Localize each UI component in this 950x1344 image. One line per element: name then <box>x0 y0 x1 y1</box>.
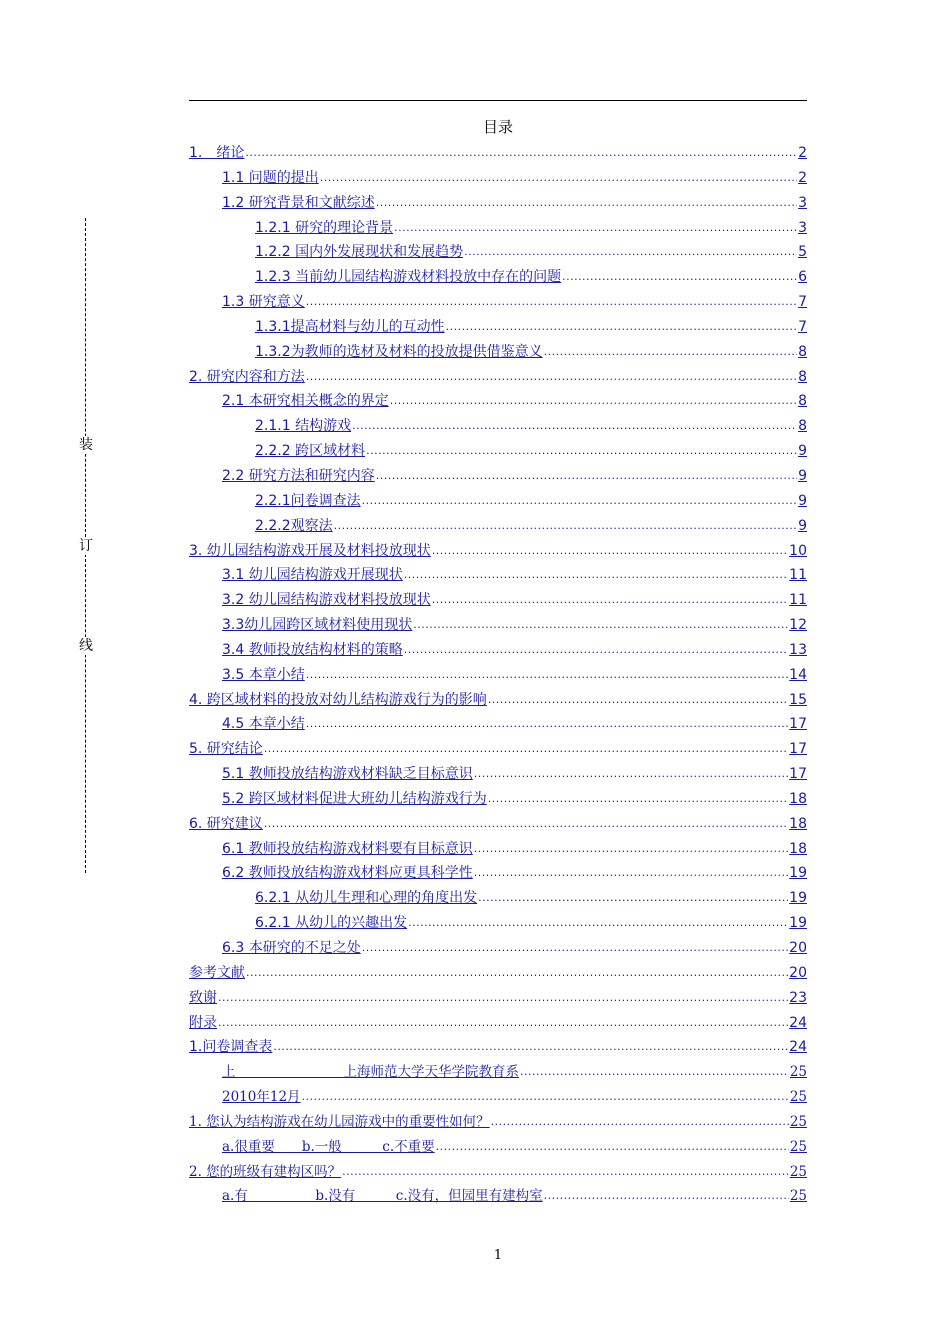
toc-leader-dots <box>520 1060 789 1085</box>
toc-entry-page: 11 <box>789 567 807 584</box>
toc-entry-page: 6 <box>798 269 807 286</box>
toc-entry[interactable] <box>189 812 807 837</box>
toc-leader-dots <box>246 961 788 986</box>
toc-entry-label: 1. 您认为结构游戏在幼儿园游戏中的重要性如何？ <box>189 1113 490 1130</box>
toc-entry[interactable] <box>189 712 807 737</box>
toc-entry[interactable] <box>189 986 807 1011</box>
toc-entry-label: 2.2 研究方法和研究内容 <box>222 467 375 484</box>
toc-leader-dots <box>376 464 797 489</box>
toc-entry[interactable] <box>189 1160 807 1185</box>
toc-entry[interactable] <box>189 1035 807 1060</box>
toc-entry-page: 10 <box>789 542 807 559</box>
toc-leader-dots <box>273 1035 788 1060</box>
toc-entry[interactable] <box>189 216 807 241</box>
toc-leader-dots <box>488 787 788 812</box>
toc-entry[interactable] <box>189 414 807 439</box>
toc-entry[interactable] <box>189 1085 807 1110</box>
page-number: 1 <box>493 1248 503 1263</box>
toc-entry-page: 17 <box>789 716 807 733</box>
toc-entry[interactable] <box>189 1135 807 1160</box>
toc-entry[interactable] <box>189 191 807 216</box>
toc-entry-label: 附录 <box>189 1014 217 1031</box>
toc-leader-dots <box>474 861 788 886</box>
toc-entry[interactable] <box>189 563 807 588</box>
toc-entry-page: 25 <box>789 1188 807 1205</box>
toc-entry-page: 9 <box>798 492 807 509</box>
toc-leader-dots <box>302 1085 789 1110</box>
toc-entry[interactable] <box>189 1011 807 1036</box>
toc-entry-label: 4. 跨区域材料的投放对幼儿结构游戏行为的影响 <box>189 691 487 708</box>
toc-entry-label: 6.3 本研究的不足之处 <box>222 940 361 956</box>
toc-entry-label: 5.2 跨区域材料促进大班幼儿结构游戏行为 <box>222 790 487 807</box>
toc-entry-label: 3.3幼儿园跨区域材料使用现状 <box>222 617 413 634</box>
header-rule <box>189 100 807 101</box>
toc-entry[interactable] <box>189 911 807 936</box>
toc-entry-page: 15 <box>789 691 807 708</box>
toc-entry-label: a.有 b.没有 c.没有，但园里有建构室 <box>222 1188 543 1205</box>
toc-leader-dots <box>245 141 797 166</box>
toc-entry-label: 1.3.1提高材料与幼儿的互动性 <box>255 318 445 335</box>
toc-entry-page: 25 <box>789 1113 807 1130</box>
toc-entry-label: 3.5 本章小结 <box>222 666 305 683</box>
toc-entry-page: 8 <box>798 343 807 360</box>
toc-leader-dots <box>474 762 788 787</box>
toc-entry-label: a.很重要 b.一般 c.不重要 <box>222 1138 435 1155</box>
toc-leader-dots <box>478 886 788 911</box>
toc-entry[interactable] <box>189 861 807 886</box>
toc-entry[interactable] <box>189 340 807 365</box>
toc-entry[interactable] <box>189 688 807 713</box>
toc-entry-label: 2.1.1 结构游戏 <box>255 418 352 435</box>
toc-leader-dots <box>404 638 788 663</box>
toc-entry-label: 4.5 本章小结 <box>222 716 305 733</box>
toc-leader-dots <box>432 588 788 613</box>
toc-entry-page: 8 <box>798 393 807 410</box>
toc-entry-label: 1.1 问题的提出 <box>222 169 319 186</box>
toc-leader-dots <box>474 837 788 862</box>
toc-entry-page: 23 <box>789 989 807 1006</box>
toc-leader-dots <box>390 389 797 414</box>
toc-entry-label: 1.2.1 研究的理论背景 <box>255 219 394 236</box>
toc-entry-page: 3 <box>798 194 807 211</box>
toc-entry[interactable] <box>189 787 807 812</box>
toc-entry-page: 14 <box>789 666 807 683</box>
toc-entry-label: 5. 研究结论 <box>189 741 263 758</box>
toc-entry-page: 25 <box>789 1064 807 1081</box>
toc-entry[interactable] <box>189 539 807 564</box>
toc-entry-label: 上 上海师范大学天华学院教育系 <box>222 1064 519 1081</box>
toc-entry[interactable] <box>189 240 807 265</box>
toc-entry-label: 1.2.2 国内外发展现状和发展趋势 <box>255 244 464 261</box>
toc-entry[interactable] <box>189 762 807 787</box>
toc-entry[interactable] <box>189 663 807 688</box>
toc-entry[interactable] <box>189 514 807 539</box>
toc-entry[interactable] <box>189 1184 807 1209</box>
toc-entry[interactable] <box>189 1060 807 1085</box>
binding-char-zhuang: 装 <box>79 437 93 453</box>
toc-entry[interactable] <box>189 588 807 613</box>
toc-entry[interactable] <box>189 837 807 862</box>
toc-entry-page: 2 <box>798 169 807 186</box>
toc-entry[interactable] <box>189 315 807 340</box>
toc-entry[interactable] <box>189 638 807 663</box>
toc-entry-page: 19 <box>789 865 807 882</box>
toc-entry-label: 3. 幼儿园结构游戏开展及材料投放现状 <box>189 542 431 559</box>
toc-entry-page: 25 <box>789 1163 807 1180</box>
toc-entry-page: 20 <box>789 940 807 956</box>
toc-entry-label: 2.1 本研究相关概念的界定 <box>222 393 389 410</box>
toc-entry-label: 2. 您的班级有建构区吗？ <box>189 1163 342 1180</box>
binding-char-xian: 线 <box>79 638 93 654</box>
toc-entry[interactable] <box>189 290 807 315</box>
toc-entry[interactable] <box>189 489 807 514</box>
toc-leader-dots <box>218 1011 788 1036</box>
toc-entry-page: 3 <box>798 219 807 236</box>
toc-leader-dots <box>320 166 797 191</box>
page-title: 目录 <box>482 118 513 136</box>
toc-entry-page: 18 <box>789 790 807 807</box>
toc-entry-label: 2.2.2 跨区域材料 <box>255 443 366 460</box>
toc-leader-dots <box>218 986 788 1011</box>
toc-entry[interactable] <box>189 464 807 489</box>
toc-entry-label: 6. 研究建议 <box>189 815 263 832</box>
toc-entry[interactable] <box>189 439 807 464</box>
toc-entry-page: 17 <box>789 741 807 758</box>
toc-leader-dots <box>264 737 788 762</box>
toc-entry-page: 9 <box>798 467 807 484</box>
toc-entry-label: 1.3.2为教师的选材及材料的投放提供借鉴意义 <box>255 343 543 360</box>
toc-entry-page: 19 <box>789 915 807 932</box>
toc-entry-page: 5 <box>798 244 807 261</box>
toc-entry-page: 24 <box>789 1039 807 1056</box>
toc-leader-dots <box>404 563 788 588</box>
toc-entry[interactable] <box>189 389 807 414</box>
toc-leader-dots <box>376 191 797 216</box>
toc-leader-dots <box>562 265 797 290</box>
toc-entry-page: 9 <box>798 443 807 460</box>
toc-leader-dots <box>544 1184 789 1209</box>
toc-leader-dots <box>306 290 797 315</box>
toc-entry-page: 7 <box>798 318 807 335</box>
toc-entry-page: 13 <box>789 641 807 658</box>
toc-leader-dots <box>464 240 797 265</box>
toc-entry-label: 5.1 教师投放结构游戏材料缺乏目标意识 <box>222 766 473 783</box>
toc-entry-label: 参考文献 <box>189 964 245 981</box>
toc-entry[interactable] <box>189 1110 807 1135</box>
toc-leader-dots <box>342 1160 789 1185</box>
toc-entry-page: 8 <box>798 368 807 385</box>
toc-entry[interactable] <box>189 613 807 638</box>
toc-entry[interactable] <box>189 141 807 166</box>
toc-entry-page: 25 <box>789 1138 807 1155</box>
toc-entry-label: 3.2 幼儿园结构游戏材料投放现状 <box>222 592 431 609</box>
toc-entry-page: 8 <box>798 418 807 435</box>
toc-entry-label: 1.问卷调查表 <box>189 1039 273 1056</box>
toc-entry[interactable] <box>189 737 807 762</box>
toc-entry[interactable] <box>189 166 807 191</box>
toc-leader-dots <box>352 414 797 439</box>
toc-leader-dots <box>413 613 788 638</box>
toc-entry-label: 6.2.1 从幼儿生理和心理的角度出发 <box>255 890 478 907</box>
toc-leader-dots <box>408 911 788 936</box>
toc-entry-label: 1. 绪论 <box>189 145 245 161</box>
toc-entry-label: 致谢 <box>189 989 217 1006</box>
toc-entry-page: 11 <box>789 592 807 609</box>
toc-entry-page: 9 <box>798 517 807 534</box>
table-of-contents <box>189 141 807 1209</box>
toc-entry-page: 7 <box>798 294 807 311</box>
toc-entry-page: 25 <box>789 1089 807 1106</box>
toc-leader-dots <box>306 663 788 688</box>
toc-entry[interactable] <box>189 365 807 390</box>
toc-leader-dots <box>544 340 797 365</box>
toc-leader-dots <box>491 1110 789 1135</box>
toc-leader-dots <box>436 1135 789 1160</box>
toc-entry-label: 2.2.2观察法 <box>255 517 333 534</box>
toc-entry-label: 3.1 幼儿园结构游戏开展现状 <box>222 567 403 584</box>
toc-entry-page: 18 <box>789 840 807 857</box>
toc-leader-dots <box>362 936 788 961</box>
toc-entry-label: 1.2 研究背景和文献综述 <box>222 194 375 211</box>
toc-entry-label: 6.2.1 从幼儿的兴趣出发 <box>255 915 408 932</box>
toc-entry-label: 1.3 研究意义 <box>222 294 305 311</box>
toc-entry[interactable] <box>189 961 807 986</box>
toc-entry-label: 2.2.1问卷调查法 <box>255 492 361 509</box>
toc-leader-dots <box>362 489 797 514</box>
toc-leader-dots <box>264 812 788 837</box>
toc-leader-dots <box>306 712 788 737</box>
toc-entry-page: 20 <box>789 964 807 981</box>
toc-leader-dots <box>306 365 797 390</box>
toc-leader-dots <box>394 216 797 241</box>
toc-entry-label: 2010年12月 <box>222 1089 301 1106</box>
toc-entry-page: 17 <box>789 766 807 783</box>
toc-leader-dots <box>446 315 797 340</box>
toc-entry-label: 2. 研究内容和方法 <box>189 368 305 385</box>
toc-entry-page: 19 <box>789 890 807 907</box>
toc-leader-dots <box>366 439 797 464</box>
toc-entry[interactable] <box>189 265 807 290</box>
toc-entry-label: 6.1 教师投放结构游戏材料要有目标意识 <box>222 840 473 857</box>
toc-entry-page: 18 <box>789 815 807 832</box>
toc-leader-dots <box>488 688 788 713</box>
toc-entry[interactable] <box>189 886 807 911</box>
binding-char-ding: 订 <box>79 538 93 554</box>
toc-entry-label: 1.2.3 当前幼儿园结构游戏材料投放中存在的问题 <box>255 269 562 286</box>
toc-entry[interactable] <box>189 936 807 961</box>
toc-entry-label: 3.4 教师投放结构材料的策略 <box>222 641 403 658</box>
toc-entry-page: 24 <box>789 1014 807 1031</box>
toc-entry-page: 12 <box>789 617 807 634</box>
toc-entry-page: 2 <box>798 145 807 161</box>
toc-leader-dots <box>334 514 797 539</box>
toc-entry-label: 6.2 教师投放结构游戏材料应更具科学性 <box>222 865 473 882</box>
toc-leader-dots <box>432 539 788 564</box>
